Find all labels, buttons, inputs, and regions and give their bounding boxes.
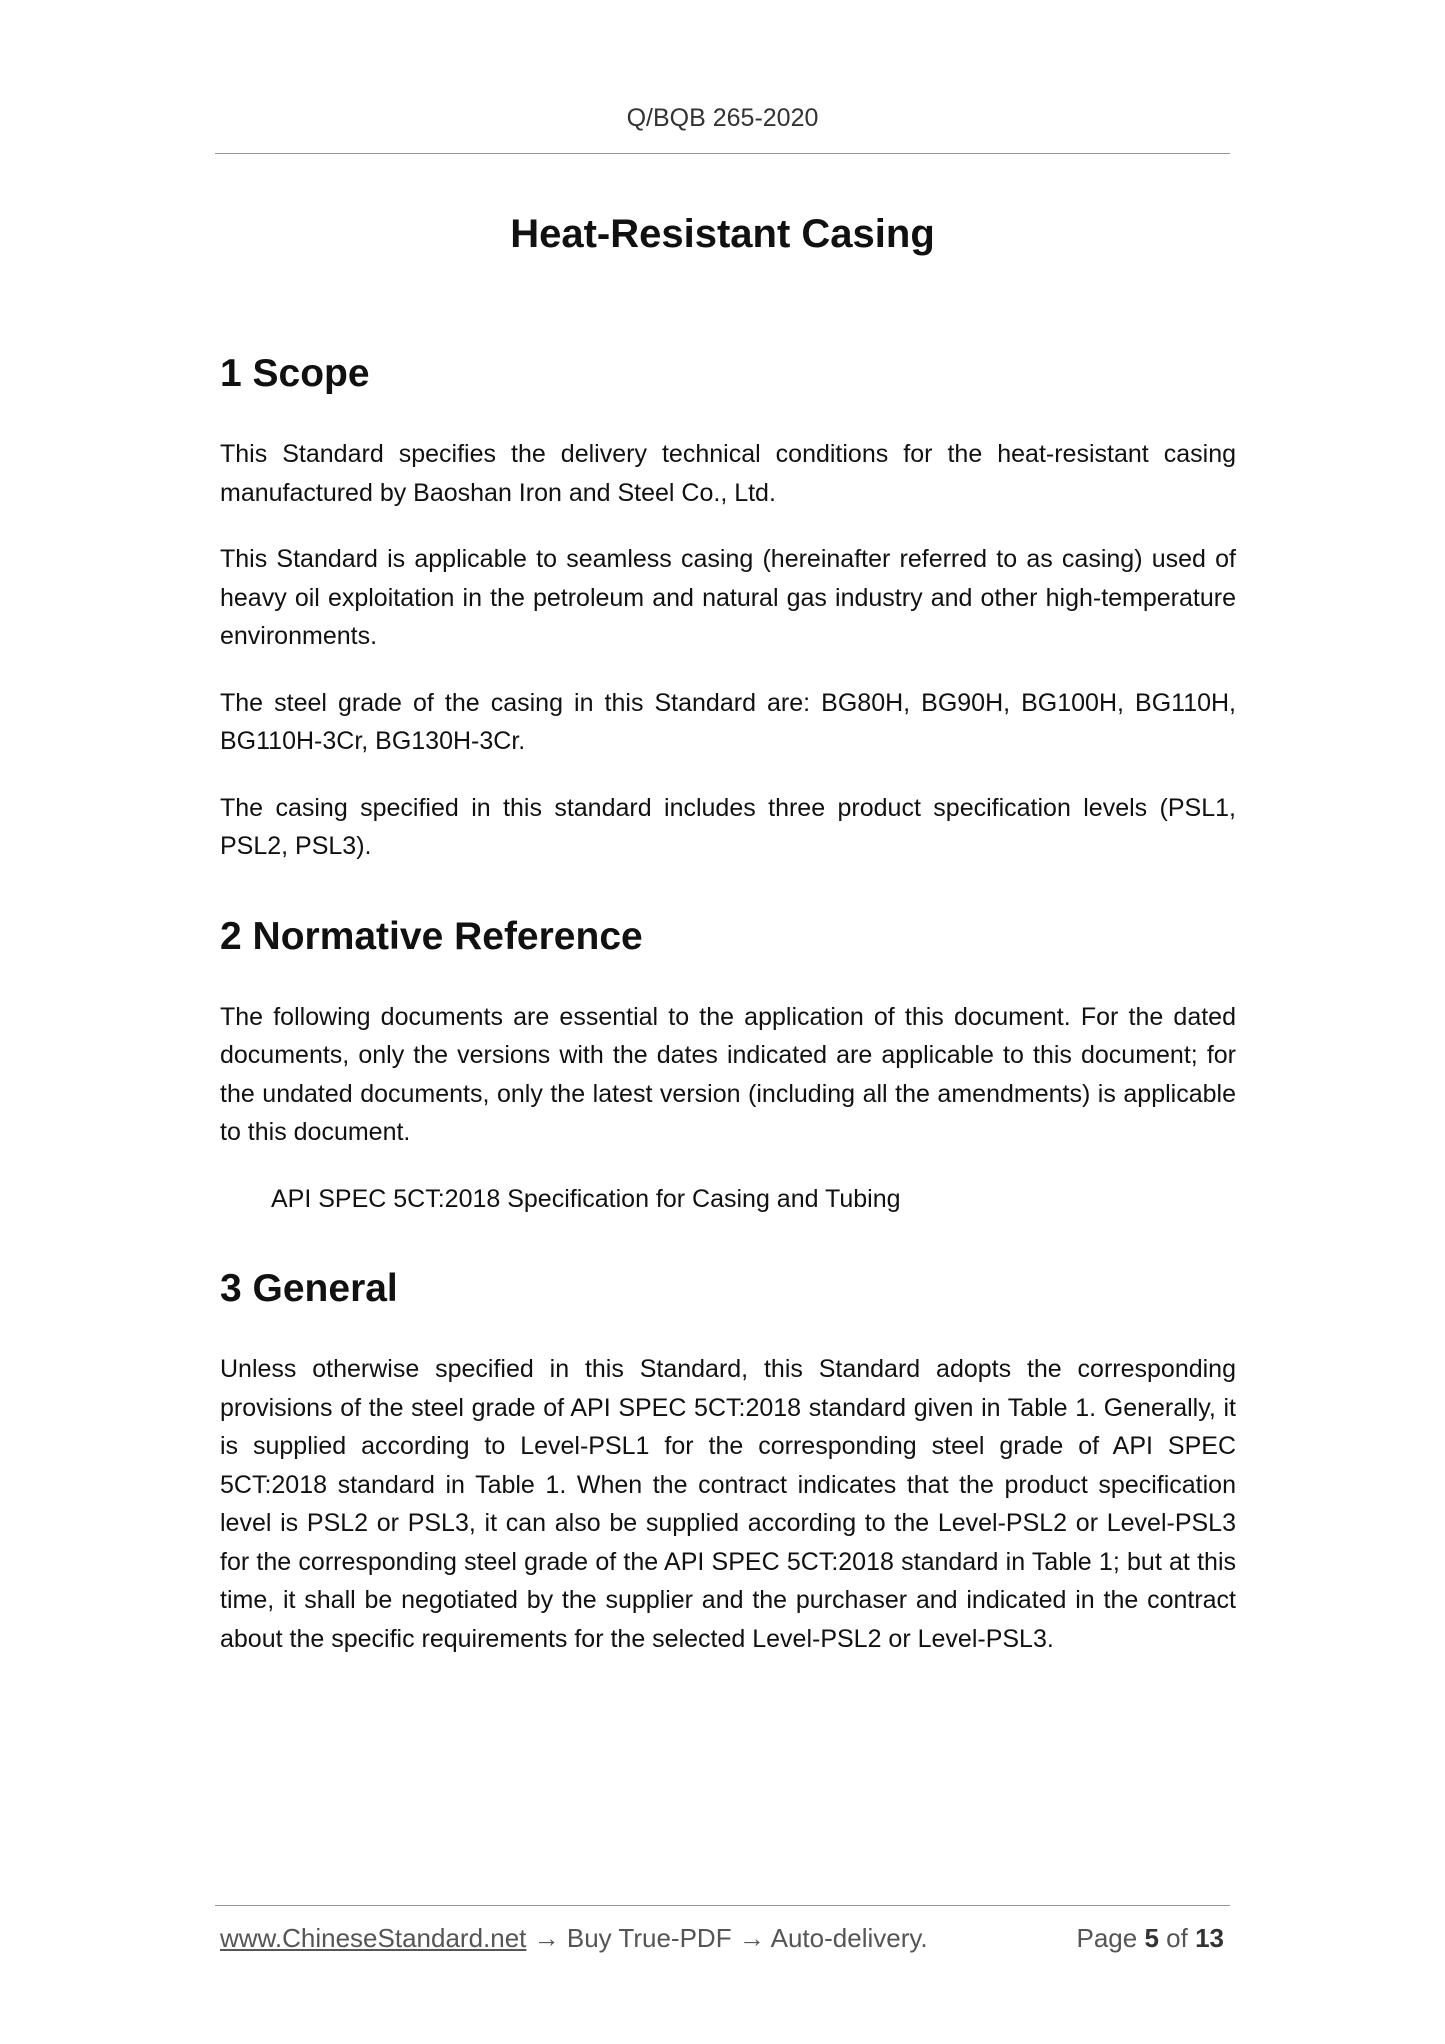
normative-paragraph-1: The following documents are essential to the application of this document. For the dated documents, only the versions with the dates indicated are applicable to this document; for the undated documents, only the latest version (including all the amendments) is applicable to this document. (220, 1002, 1236, 1146)
page-label: Page (1076, 1923, 1138, 1953)
scope-paragraph-1: This Standard specifies the delivery technical conditions for the heat-resistant casing manufactured by Baoshan Iron and Steel Co., Ltd. (220, 440, 1236, 507)
general-paragraph-1: Unless otherwise specified in this Standard, this Standard adopts the corresponding provisions of the steel grade of API SPEC 5CT:2018 standard given in Table 1. Generally, it is supplied according to Level-PSL1 for the corresponding steel grade of API SPEC 5CT:2018 standard in Table 1. When the contract indicates that the product specification level is PSL2 or PSL3, it can also be supplied according to the Level-PSL2 or Level-PSL3 for the corresponding steel grade of the API SPEC 5CT:2018 standard in Table 1; but at this time, it shall be negotiated by the supplier and the purchaser and indicated in the contract about the specific requirements for the selected Level-PSL2 or Level-PSL3. (220, 1355, 1236, 1653)
section-heading-general: 3 General (220, 1267, 398, 1310)
page-current: 5 (1144, 1923, 1159, 1953)
document-body (220, 350, 1236, 1658)
arrow-right-icon: → (533, 1923, 560, 1953)
footer-step-delivery: Auto-delivery. (770, 1923, 928, 1953)
arrow-right-icon: → (738, 1923, 765, 1953)
section-heading-scope: 1 Scope (220, 352, 370, 395)
page-of-label: of (1166, 1923, 1188, 1953)
page-number (1076, 1923, 1224, 1954)
footer-divider (215, 1905, 1230, 1906)
section-general (220, 1265, 1236, 1658)
scope-paragraph-4: The casing specified in this standard includes three product specification levels (PSL1, PSL2, PSL3). (220, 793, 1236, 860)
document-title: Heat-Resistant Casing (510, 212, 935, 256)
footer-step-buy: Buy True-PDF (566, 1923, 732, 1953)
footer-promo (220, 1923, 928, 1954)
scope-paragraph-2: This Standard is applicable to seamless casing (hereinafter referred to as casing) used of heavy oil exploitation in the petroleum and natural gas industry and other high-temperature environments. (220, 545, 1236, 650)
header-divider (215, 153, 1230, 154)
document-code: Q/BQB 265-2020 (626, 104, 819, 132)
scope-paragraph-3: The steel grade of the casing in this Standard are: BG80H, BG90H, BG100H, BG110H, BG110H-3Cr, BG130H-3Cr. (220, 688, 1236, 755)
page-footer (220, 1923, 1230, 1963)
section-normative-reference (220, 913, 1236, 1219)
website-link[interactable]: www.ChineseStandard.net (220, 1923, 527, 1953)
reference-item: API SPEC 5CT:2018 Specification for Casing and Tubing (271, 1184, 901, 1213)
section-heading-normative-reference: 2 Normative Reference (220, 914, 643, 958)
page-total: 13 (1195, 1923, 1224, 1953)
section-scope (220, 350, 1236, 866)
